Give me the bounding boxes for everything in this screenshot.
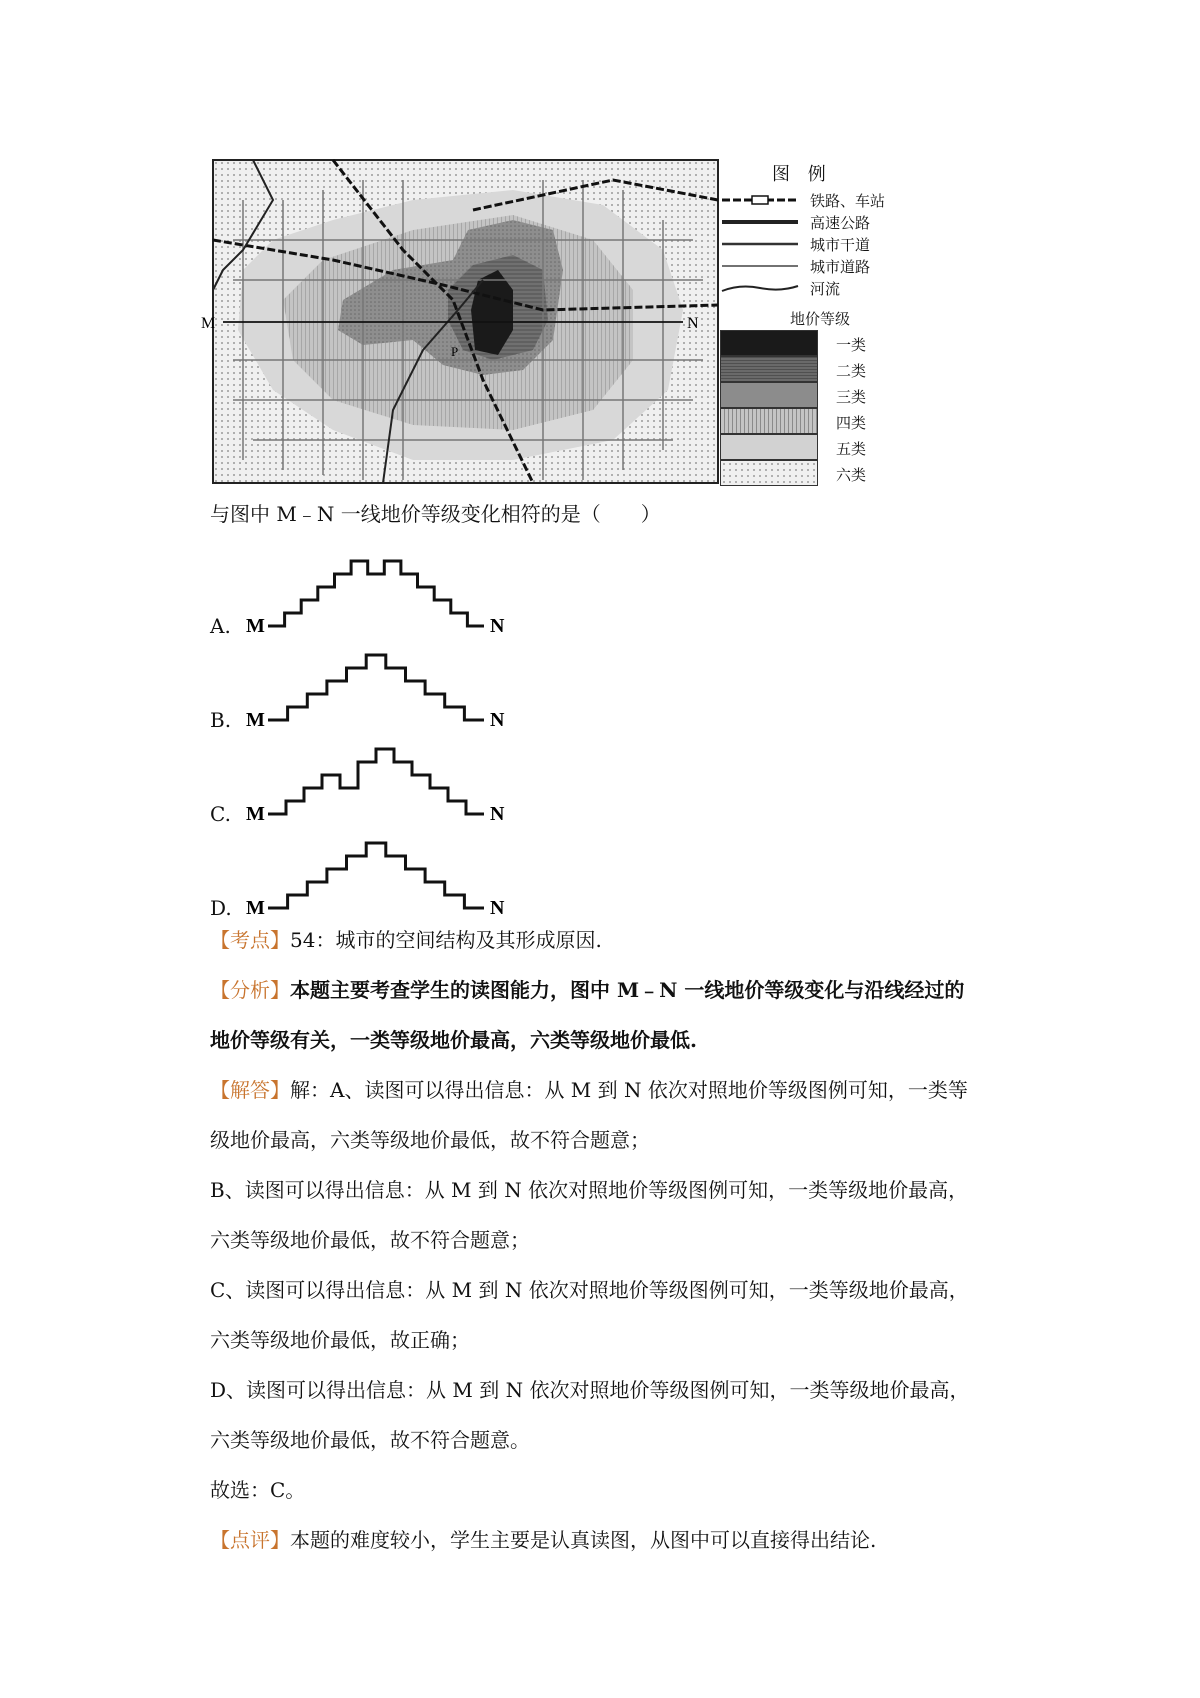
kaodian-tag: 【考点】 [210, 928, 290, 952]
legend-item-expressway [720, 212, 920, 232]
option-c[interactable] [210, 734, 550, 824]
grade-swatch [720, 356, 818, 382]
grade-label: 六类 [836, 466, 867, 484]
option-a[interactable] [210, 546, 550, 636]
jieda-text: 解：A、读图可以得出信息：从 M 到 N 依次对照地价等级图例可知，一类等 [290, 1078, 968, 1102]
question-text: 与图中 M﹣N 一线地价等级变化相符的是（ ） [210, 502, 661, 526]
legend-grade-1 [720, 330, 920, 356]
legend-grade-title: 地价等级 [790, 310, 851, 328]
legend-grade-5 [720, 434, 920, 460]
grade-swatch [720, 330, 818, 356]
legend-label: 高速公路 [810, 214, 871, 232]
grade-label: 二类 [836, 362, 867, 380]
option-key: C. [210, 802, 231, 826]
profile-chart-d [246, 828, 536, 918]
arterial-road-icon [720, 238, 800, 250]
jieda-line-6: 六类等级地价最低，故正确； [210, 1328, 470, 1352]
grade-swatch [720, 408, 818, 434]
legend-item-river [720, 278, 920, 298]
legend-label: 城市道路 [810, 258, 871, 276]
legend-item-railway [720, 190, 920, 210]
option-b[interactable] [210, 640, 550, 730]
city-road-icon [720, 260, 800, 272]
legend-item-road [720, 256, 920, 276]
profile-label-n: N [490, 709, 505, 731]
legend-grade-6 [720, 460, 920, 486]
profile-line [268, 749, 484, 814]
jieda-line-2: 级地价最高，六类等级地价最低，故不符合题意； [210, 1128, 650, 1152]
profile-chart-c [246, 734, 536, 824]
railway-station-icon [720, 194, 800, 206]
legend-label: 铁路、车站 [810, 192, 886, 210]
option-key: D. [210, 896, 232, 920]
profile-label-n: N [490, 615, 505, 637]
profile-chart-b [246, 640, 536, 730]
grade-label: 一类 [836, 336, 867, 354]
map-graphic [201, 160, 718, 483]
river-icon [720, 282, 800, 294]
legend-title: 图 例 [772, 164, 832, 185]
profile-line [268, 561, 484, 626]
profile-chart-a [246, 546, 536, 636]
jieda-line-7: D、读图可以得出信息：从 M 到 N 依次对照地价等级图例可知，一类等级地价最高， [210, 1378, 970, 1402]
grade-label: 四类 [836, 414, 867, 432]
legend-grade-3 [720, 382, 920, 408]
profile-label-m: M [246, 615, 265, 637]
profile-label-n: N [490, 897, 505, 919]
profile-line [268, 655, 484, 720]
legend-label: 河流 [810, 280, 841, 298]
dianping-tag: 【点评】 [210, 1528, 290, 1552]
grade-label: 五类 [836, 440, 867, 458]
jieda-line-8: 六类等级地价最低，故不符合题意。 [210, 1428, 530, 1452]
option-key: B. [210, 708, 232, 732]
jieda-line-5: C、读图可以得出信息：从 M 到 N 依次对照地价等级图例可知，一类等级地价最高， [210, 1278, 969, 1302]
map-legend [720, 160, 920, 483]
map-label-m: M [201, 315, 216, 332]
expressway-icon [720, 216, 800, 228]
dianping-text: 本题的难度较小，学生主要是认真读图，从图中可以直接得出结论. [290, 1528, 877, 1552]
profile-label-m: M [246, 709, 265, 731]
dianping-line [210, 1530, 876, 1550]
map-label-n: N [687, 315, 699, 332]
land-price-map [201, 160, 718, 483]
kaodian-line [210, 930, 602, 950]
grade-label: 三类 [836, 388, 867, 406]
profile-label-m: M [246, 897, 265, 919]
option-key: A. [210, 614, 231, 638]
grade-swatch [720, 434, 818, 460]
profile-line [268, 843, 484, 908]
fenxi-tag: 【分析】 [210, 978, 290, 1002]
map-label-p: P [451, 344, 459, 359]
jieda-line-3: B、读图可以得出信息：从 M 到 N 依次对照地价等级图例可知，一类等级地价最高， [210, 1178, 969, 1202]
option-d[interactable] [210, 828, 550, 918]
profile-label-n: N [490, 803, 505, 825]
jieda-line-4: 六类等级地价最低，故不符合题意； [210, 1228, 530, 1252]
legend-grade-2 [720, 356, 920, 382]
legend-label: 城市干道 [810, 236, 871, 254]
fenxi-text-1: 本题主要考查学生的读图能力，图中 M﹣N 一线地价等级变化与沿线经过的 [290, 978, 965, 1002]
grade-swatch [720, 460, 818, 486]
fenxi-line-2: 地价等级有关，一类等级地价最高，六类等级地价最低. [210, 1028, 697, 1052]
legend-grade-4 [720, 408, 920, 434]
jieda-line-1 [210, 1080, 968, 1100]
jieda-tag: 【解答】 [210, 1078, 290, 1102]
grade-swatch [720, 382, 818, 408]
legend-item-arterial [720, 234, 920, 254]
profile-label-m: M [246, 803, 265, 825]
answer-line: 故选：C。 [210, 1478, 306, 1502]
kaodian-text: 54：城市的空间结构及其形成原因. [290, 928, 602, 952]
fenxi-line-1 [210, 980, 964, 1000]
